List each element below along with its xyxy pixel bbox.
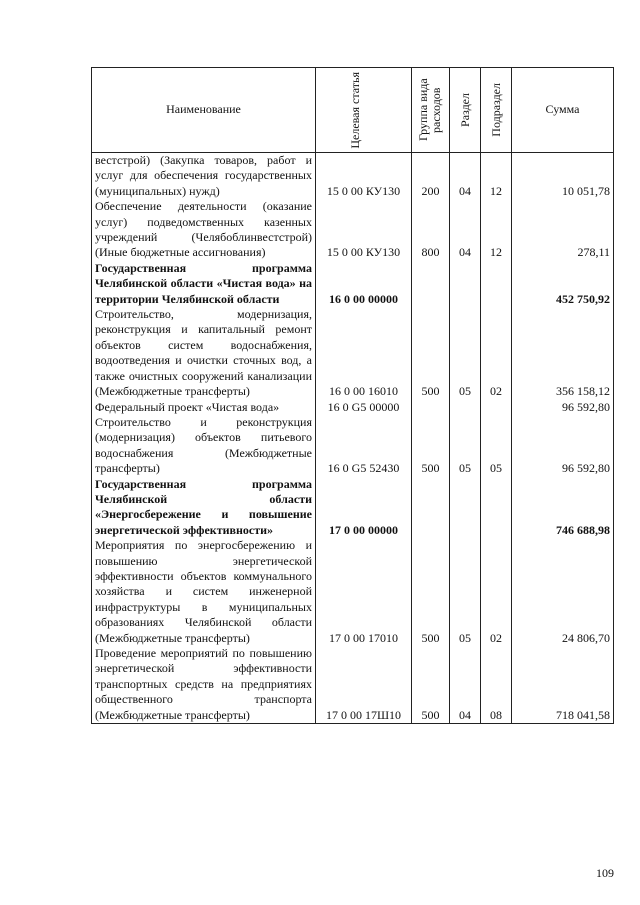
table-row [92,261,614,307]
row-subsection: 02 [481,307,512,399]
header-subsection: Подраздел [481,68,512,153]
row-target-code: 15 0 00 КУ130 [316,153,412,200]
header-name: Наименование [92,68,316,153]
row-group: 500 [412,307,450,399]
row-group: 500 [412,415,450,477]
row-subsection: 08 [481,646,512,724]
row-group: 500 [412,646,450,724]
row-subsection: 12 [481,153,512,200]
row-section: 04 [450,153,481,200]
table-row [92,646,614,724]
row-sum: 10 051,78 [512,153,614,200]
row-section [450,400,481,415]
header-target: Целевая статья [316,68,412,153]
row-group [412,261,450,307]
page-number: 109 [596,866,614,880]
table-row [92,415,614,477]
row-name: Государственная программа Челябинской области «Чистая вода» на территории Челябинской области [92,261,316,307]
row-subsection [481,261,512,307]
row-target-code: 16 0 00 00000 [316,261,412,307]
row-subsection: 02 [481,538,512,646]
row-target-code: 15 0 00 КУ130 [316,199,412,261]
header-section: Раздел [450,68,481,153]
row-subsection [481,400,512,415]
row-sum: 278,11 [512,199,614,261]
row-name: вестстрой) (Закупка товаров, работ и услуг для обеспечения государственных (муниципальных) нужд) [92,153,316,200]
row-group [412,477,450,539]
row-group: 200 [412,153,450,200]
row-section: 05 [450,307,481,399]
table-row [92,199,614,261]
row-name: Строительство, модернизация, реконструкция и капитальный ремонт объектов систем водоснабжения, водоотведения и очистки сточных вод, а также очистных сооружений канализации (Межбюджетные трансферты) [92,307,316,399]
row-target-code: 16 0 G5 52430 [316,415,412,477]
table-row [92,477,614,539]
row-sum: 356 158,12 [512,307,614,399]
row-sum: 746 688,98 [512,477,614,539]
table-row [92,307,614,399]
header-group: Группа вида расходов [412,68,450,153]
row-group [412,400,450,415]
table-row [92,153,614,200]
row-group: 800 [412,199,450,261]
row-target-code: 16 0 G5 00000 [316,400,412,415]
row-group: 500 [412,538,450,646]
row-section [450,261,481,307]
row-target-code: 17 0 00 17Ш10 [316,646,412,724]
table-row [92,538,614,646]
row-sum: 718 041,58 [512,646,614,724]
row-sum: 452 750,92 [512,261,614,307]
row-name: Обеспечение деятельности (оказание услуг) подведомственных казенных учреждений (Челябоблинвестстрой) (Иные бюджетные ассигнования) [92,199,316,261]
row-subsection [481,477,512,539]
row-subsection: 05 [481,415,512,477]
row-section [450,477,481,539]
row-subsection: 12 [481,199,512,261]
row-section: 04 [450,646,481,724]
row-target-code: 17 0 00 00000 [316,477,412,539]
row-name: Проведение мероприятий по повышению энергетической эффективности транспортных средств на предприятиях общественного транспорта (Межбюджетные трансферты) [92,646,316,724]
budget-table [91,67,614,724]
row-target-code: 16 0 00 16010 [316,307,412,399]
row-section: 05 [450,538,481,646]
row-name: Федеральный проект «Чистая вода» [92,400,316,415]
row-sum: 24 806,70 [512,538,614,646]
table-row [92,400,614,415]
row-name: Мероприятия по энергосбережению и повышению энергетической эффективности объектов коммунального хозяйства и систем инженерной инфраструктуры в муниципальных образованиях Челябинской области (Межбюджетные трансферты) [92,538,316,646]
row-name: Строительство и реконструкция (модернизация) объектов питьевого водоснабжения (Межбюджетные трансферты) [92,415,316,477]
row-sum: 96 592,80 [512,415,614,477]
header-sum: Сумма [512,68,614,153]
row-target-code: 17 0 00 17010 [316,538,412,646]
table-header-row [92,68,614,153]
row-section: 05 [450,415,481,477]
row-name: Государственная программа Челябинской области «Энергосбережение и повышение энергетической эффективности» [92,477,316,539]
row-sum: 96 592,80 [512,400,614,415]
row-section: 04 [450,199,481,261]
